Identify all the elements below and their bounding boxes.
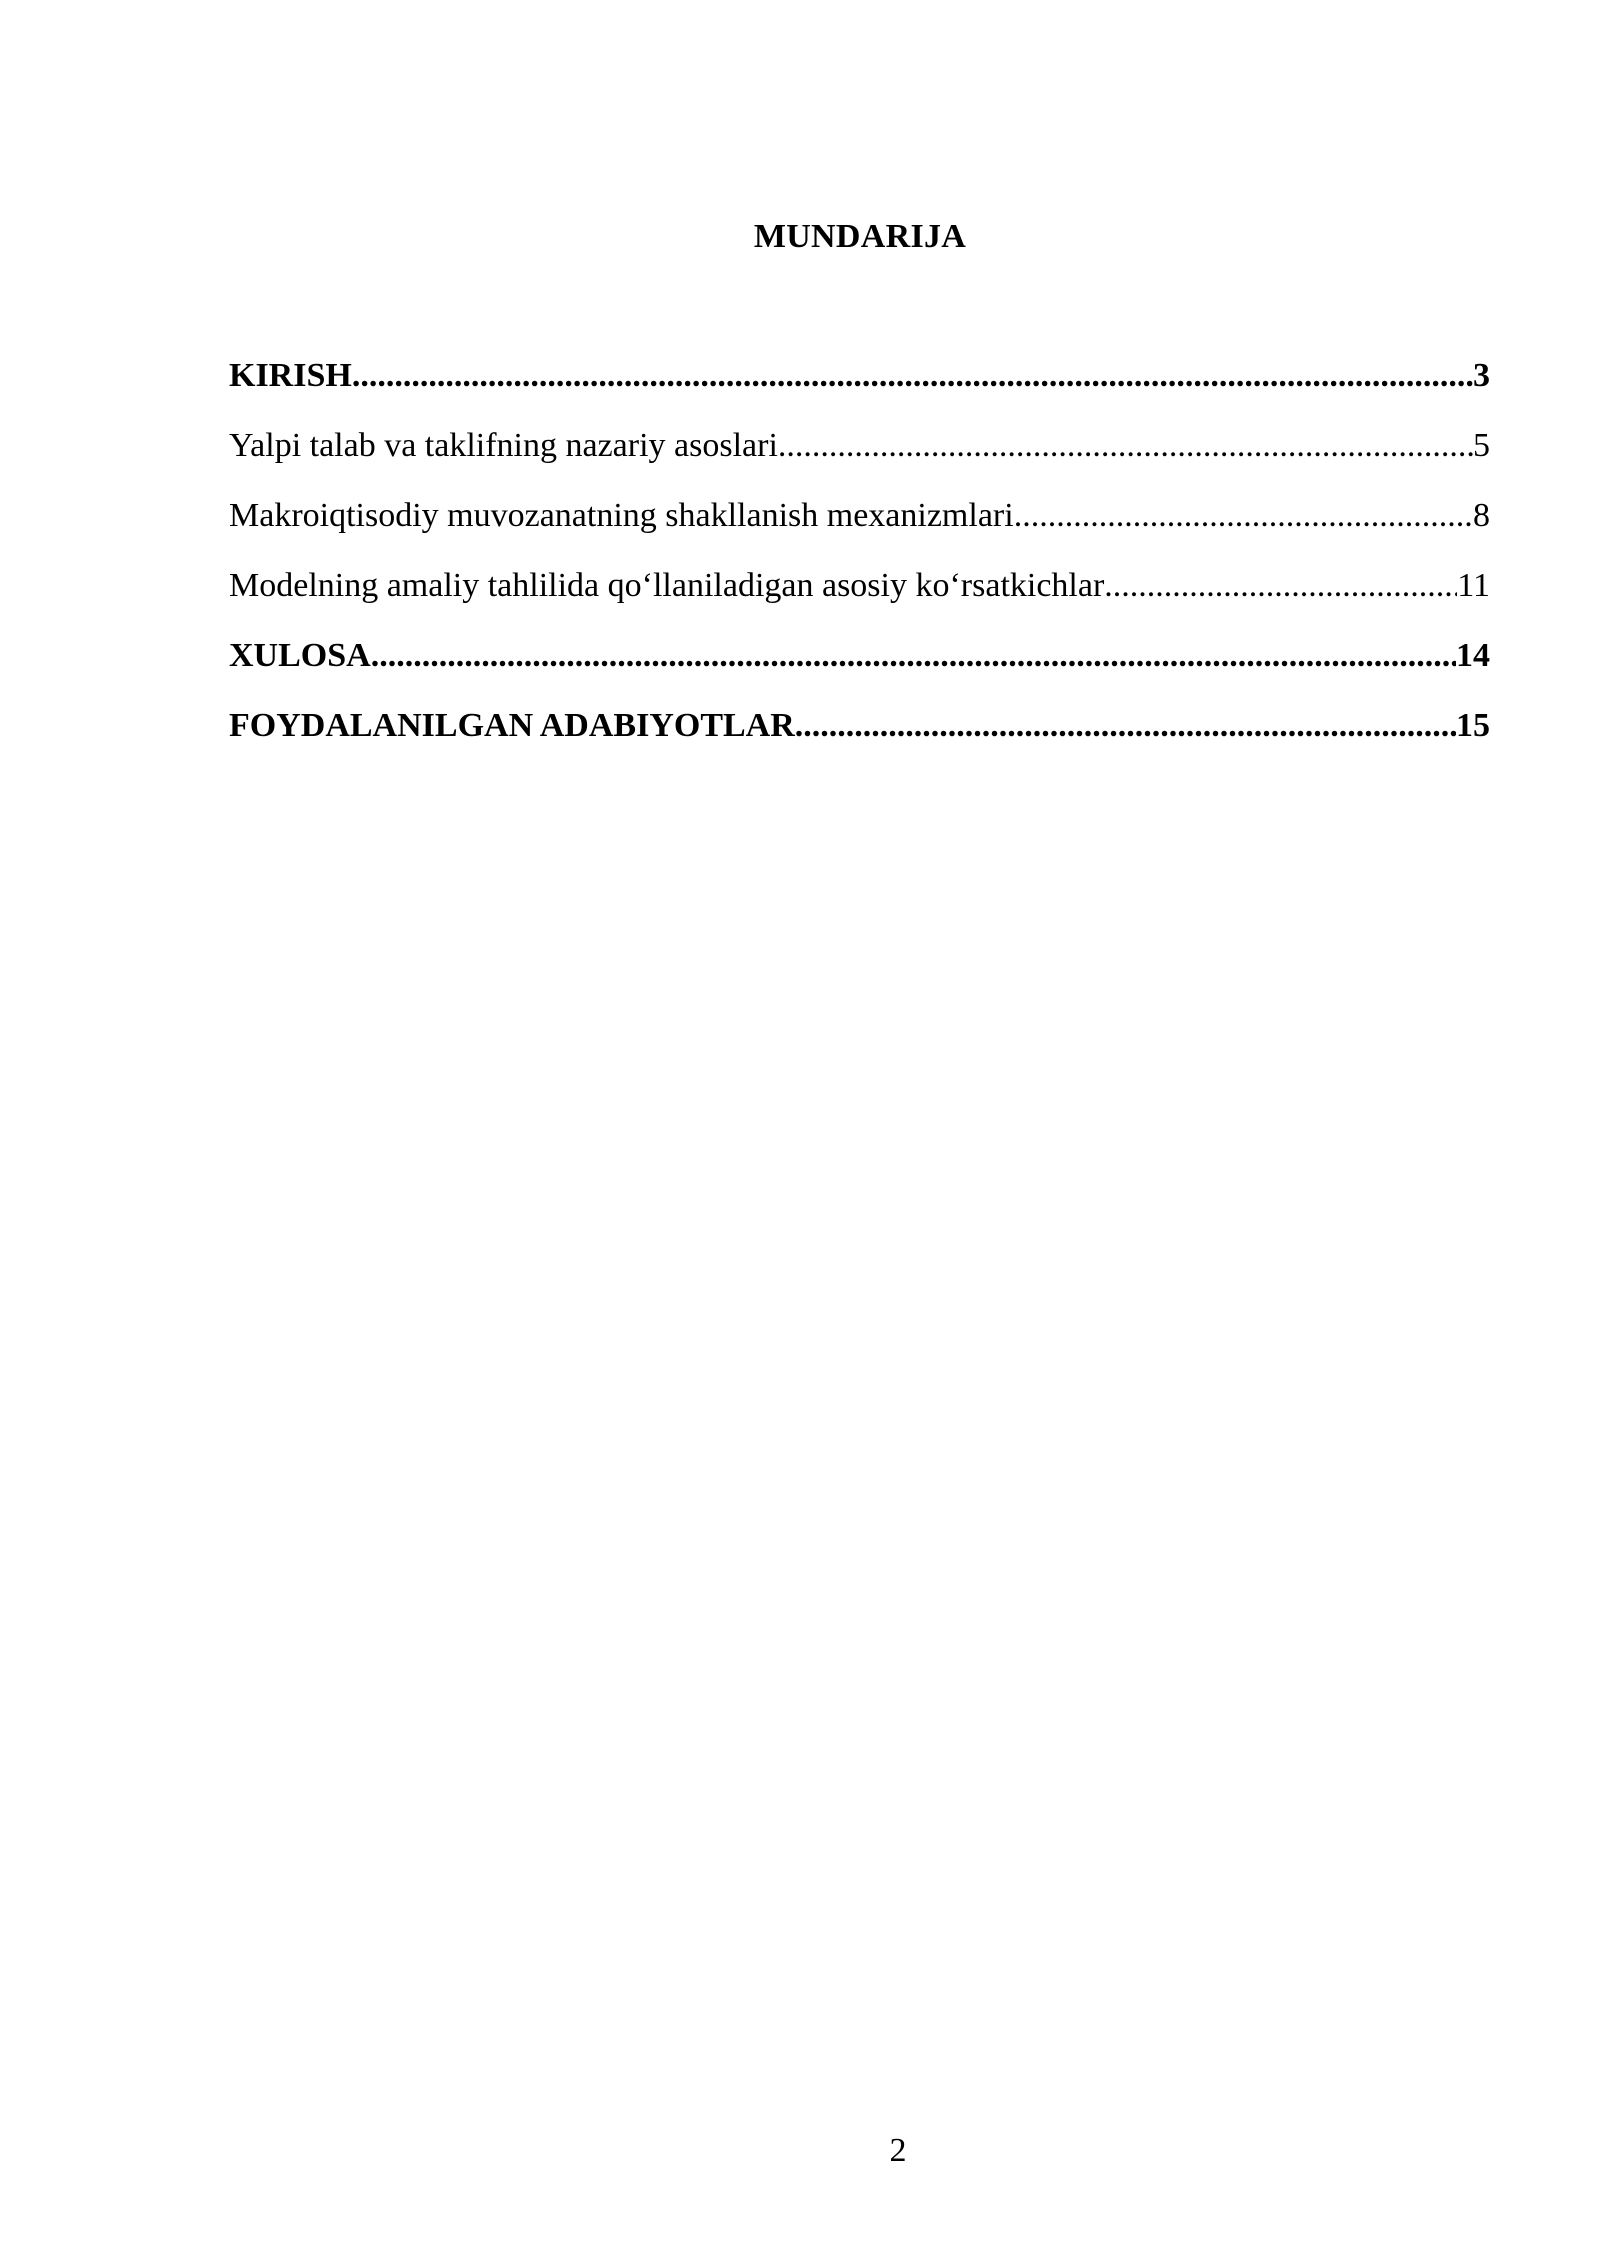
toc-entry-label: Makroiqtisodiy muvozanatning shakllanish mexanizmlari: [229, 497, 1014, 534]
page-number: 2: [889, 2132, 907, 2169]
dot-leader: [795, 702, 1456, 750]
toc-entry-modelning[interactable]: [229, 562, 1490, 632]
toc-entry-page: 3: [1473, 357, 1490, 394]
toc-entry-label: KIRISH: [229, 357, 352, 394]
dot-leader: [352, 352, 1473, 400]
toc-entry-yalpi-talab[interactable]: [229, 422, 1490, 492]
toc-entry-page: 8: [1473, 497, 1490, 534]
toc-entry-label: FOYDALANILGAN ADABIYOTLAR: [229, 707, 795, 744]
dot-leader: [1014, 492, 1473, 540]
toc-entry-label: XULOSA: [229, 637, 371, 674]
toc-entry-page: 14: [1456, 637, 1490, 674]
dot-leader: [1104, 562, 1457, 610]
dot-leader: [778, 422, 1473, 470]
toc-entry-makroiqtisodiy[interactable]: [229, 492, 1490, 562]
dot-leader: [371, 632, 1456, 680]
toc-entry-label: Modelning amaliy tahlilida qo‘llaniladigan asosiy ko‘rsatkichlar: [229, 567, 1105, 604]
toc-entry-kirish[interactable]: [229, 352, 1490, 422]
toc-entry-label: Yalpi talab va taklifning nazariy asoslari: [229, 427, 778, 464]
table-of-contents: [229, 352, 1490, 772]
toc-entry-page: 5: [1473, 427, 1490, 464]
page-title: MUNDARIJA: [753, 218, 967, 255]
toc-entry-page: 11: [1457, 567, 1490, 604]
toc-entry-adabiyotlar[interactable]: [229, 702, 1490, 772]
toc-entry-xulosa[interactable]: [229, 632, 1490, 702]
toc-entry-page: 15: [1456, 707, 1490, 744]
